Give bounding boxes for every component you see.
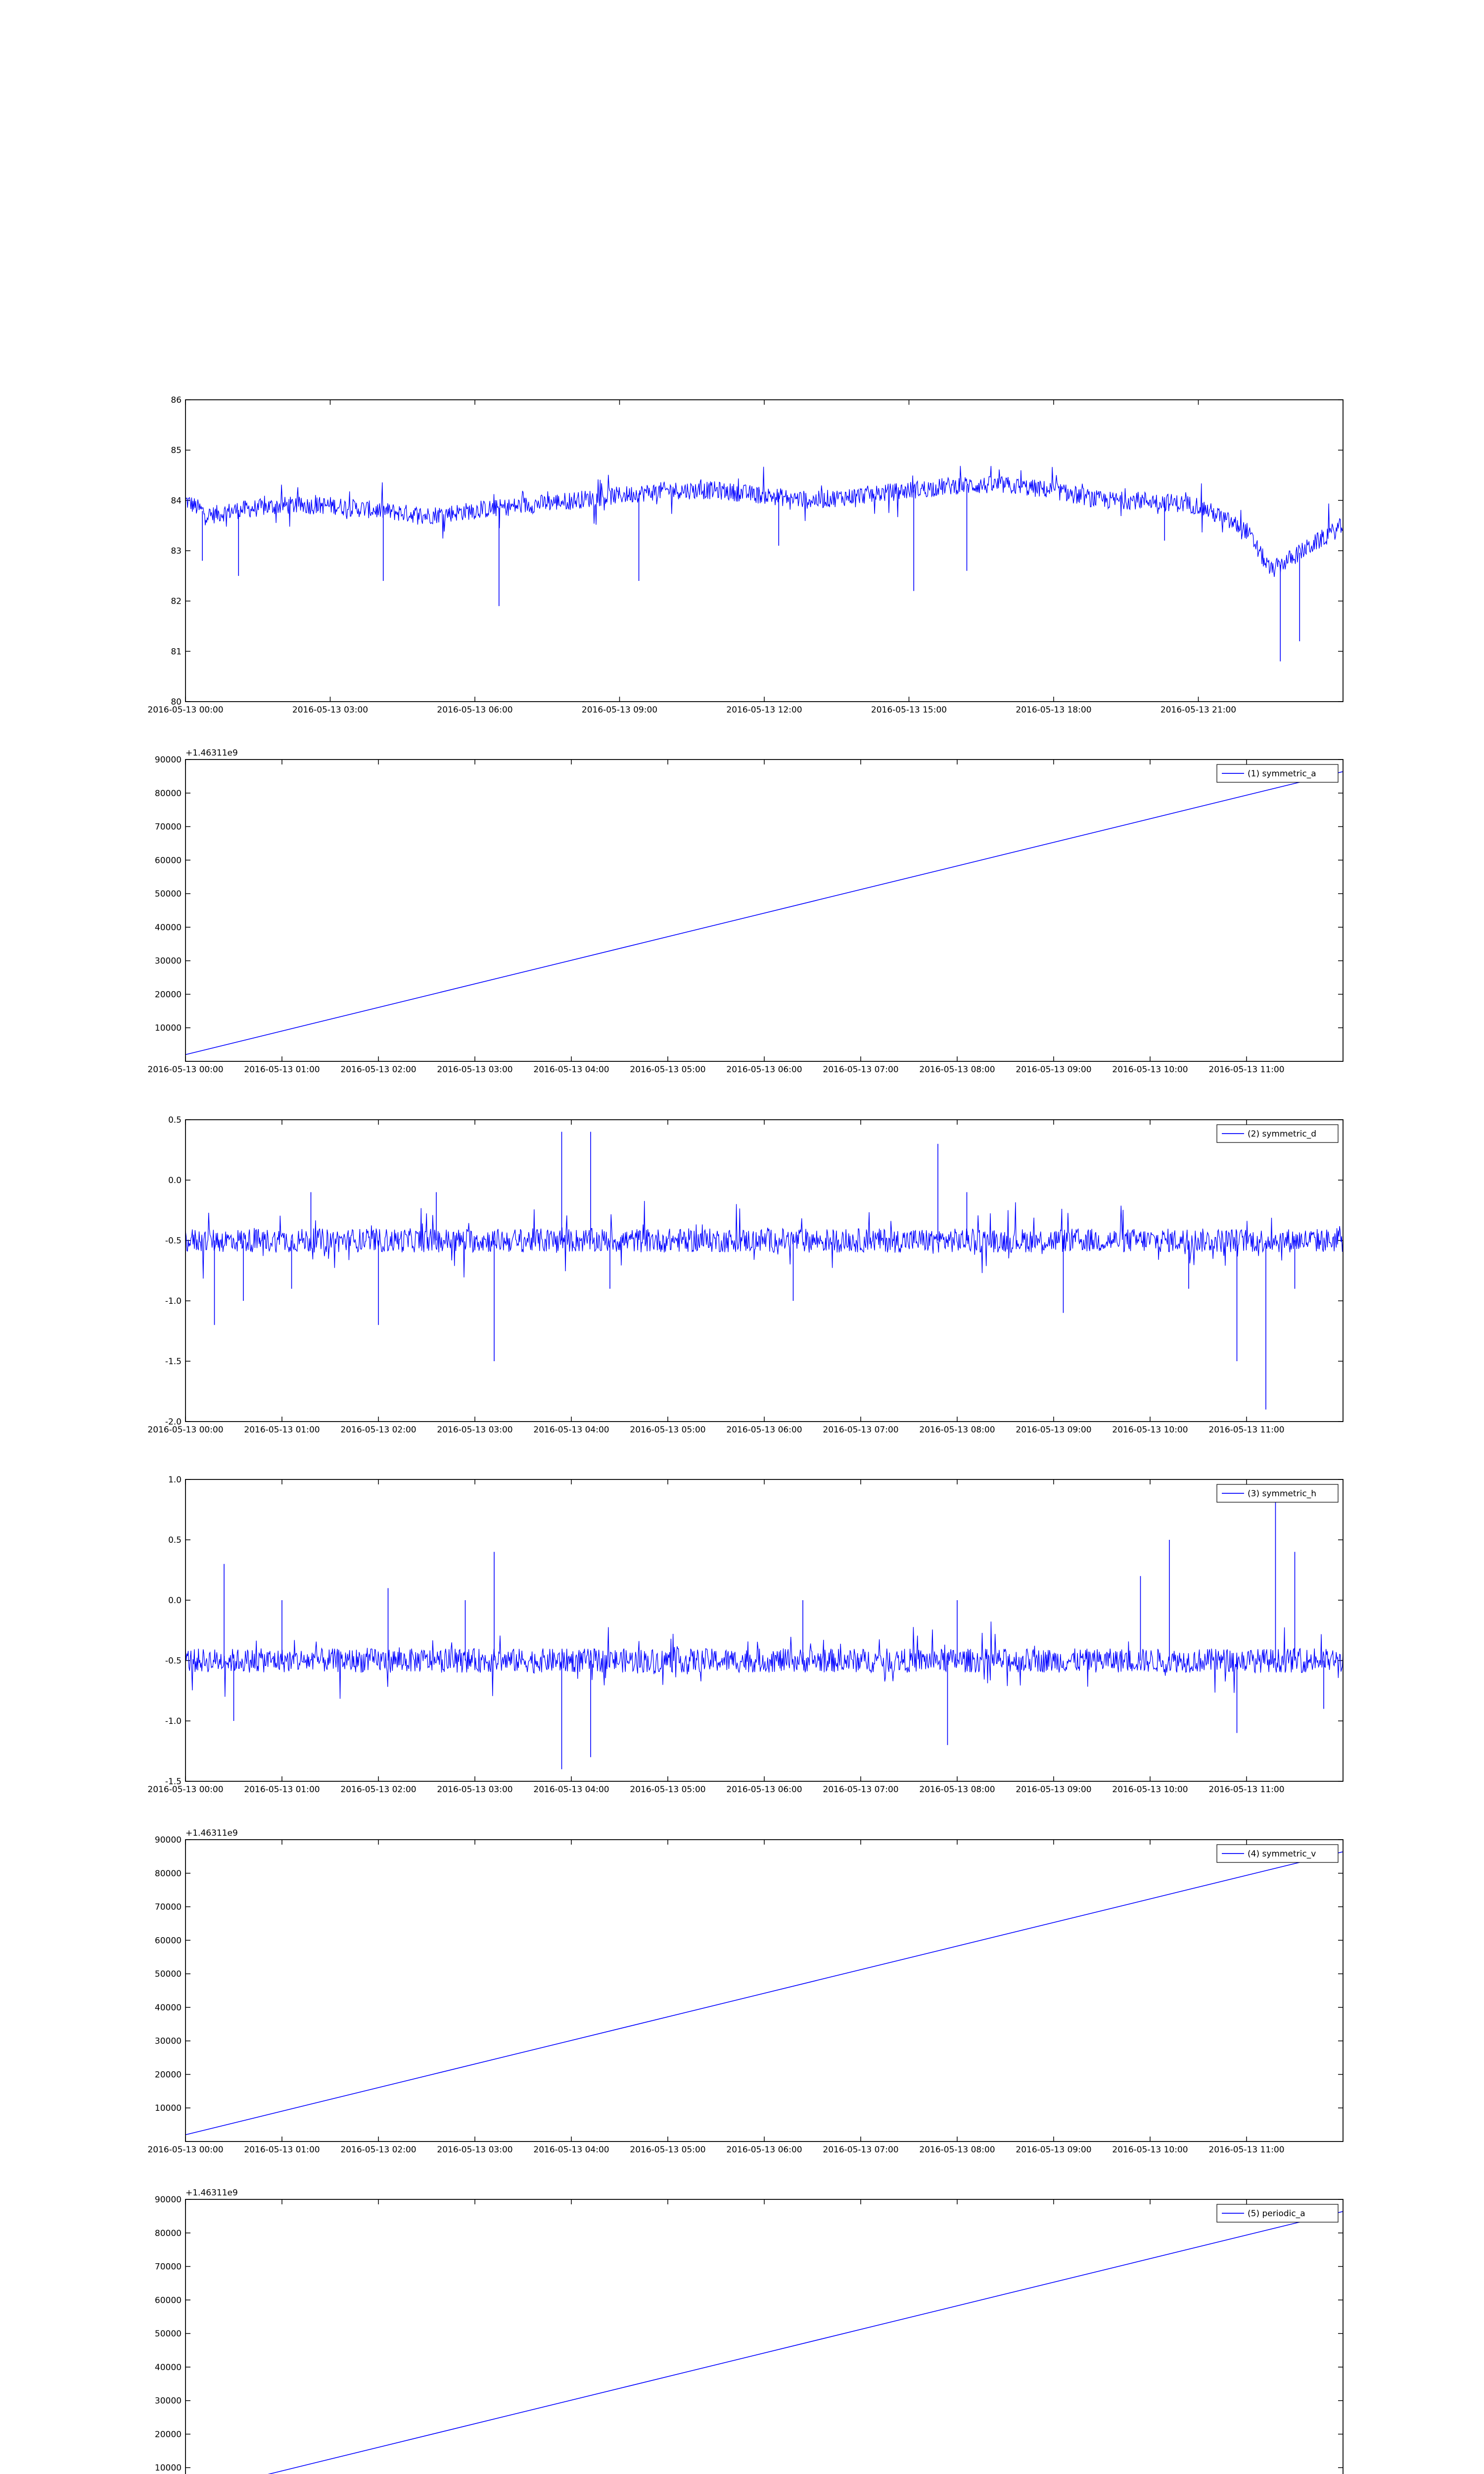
x-tick-label: 2016-05-13 06:00 xyxy=(726,1425,802,1435)
y-tick-label: 83 xyxy=(171,546,182,556)
offset-text: +1.46311e9 xyxy=(186,1828,238,1838)
x-tick-label: 2016-05-13 01:00 xyxy=(244,2145,320,2155)
y-tick-label: 80000 xyxy=(154,2228,182,2238)
x-tick-label: 2016-05-13 11:00 xyxy=(1208,1425,1285,1435)
offset-text: +1.46311e9 xyxy=(186,748,238,758)
legend-label: (3) symmetric_h xyxy=(1248,1489,1316,1499)
y-tick-label: 50000 xyxy=(154,889,182,900)
y-tick-label: -2.0 xyxy=(165,1417,182,1427)
chart-4 xyxy=(147,1475,1343,1795)
x-tick-label: 2016-05-13 10:00 xyxy=(1112,1425,1188,1435)
series-line xyxy=(186,466,1343,577)
x-tick-label: 2016-05-13 02:00 xyxy=(340,1425,417,1435)
legend-label: (4) symmetric_v xyxy=(1248,1849,1316,1859)
x-tick-label: 2016-05-13 08:00 xyxy=(919,1425,995,1435)
x-tick-label: 2016-05-13 08:00 xyxy=(919,1065,995,1075)
x-tick-label: 2016-05-13 07:00 xyxy=(823,1785,899,1795)
x-tick-label: 2016-05-13 08:00 xyxy=(919,2145,995,2155)
y-tick-label: 70000 xyxy=(154,822,182,832)
x-tick-label: 2016-05-13 03:00 xyxy=(437,1785,513,1795)
x-tick-label: 2016-05-13 05:00 xyxy=(630,1065,706,1075)
x-tick-label: 2016-05-13 09:00 xyxy=(1016,1425,1092,1435)
y-tick-label: 20000 xyxy=(154,990,182,1000)
x-tick-label: 2016-05-13 10:00 xyxy=(1112,1065,1188,1075)
x-tick-label: 2016-05-13 01:00 xyxy=(244,1065,320,1075)
x-tick-label: 2016-05-13 06:00 xyxy=(437,705,513,715)
y-tick-label: 10000 xyxy=(154,2463,182,2474)
y-tick-label: 85 xyxy=(171,445,182,456)
x-tick-label: 2016-05-13 10:00 xyxy=(1112,1785,1188,1795)
y-tick-label: 30000 xyxy=(154,956,182,966)
legend-label: (1) symmetric_a xyxy=(1248,769,1316,779)
x-tick-label: 2016-05-13 06:00 xyxy=(726,1785,802,1795)
x-tick-label: 2016-05-13 09:00 xyxy=(1016,1065,1092,1075)
plot-frame xyxy=(186,2199,1343,2474)
series-line xyxy=(186,1852,1343,2135)
y-tick-label: 84 xyxy=(171,496,182,506)
x-tick-label: 2016-05-13 03:00 xyxy=(437,1065,513,1075)
y-tick-label: -1.5 xyxy=(165,1777,182,1787)
y-tick-label: 80 xyxy=(171,697,182,707)
y-tick-label: 90000 xyxy=(154,2195,182,2205)
y-tick-label: 30000 xyxy=(154,2396,182,2406)
x-tick-label: 2016-05-13 06:00 xyxy=(726,2145,802,2155)
chart-2 xyxy=(147,748,1343,1075)
x-tick-label: 2016-05-13 11:00 xyxy=(1208,1065,1285,1075)
y-tick-label: 50000 xyxy=(154,1969,182,1980)
plot-frame xyxy=(186,400,1343,702)
x-tick-label: 2016-05-13 02:00 xyxy=(340,2145,417,2155)
plot-frame xyxy=(186,1120,1343,1422)
y-tick-label: 40000 xyxy=(154,922,182,933)
y-tick-label: 60000 xyxy=(154,1936,182,1946)
x-tick-label: 2016-05-13 04:00 xyxy=(533,1065,609,1075)
y-tick-label: 40000 xyxy=(154,2002,182,2013)
legend xyxy=(1217,764,1338,782)
x-tick-label: 2016-05-13 11:00 xyxy=(1208,2145,1285,2155)
y-tick-label: 50000 xyxy=(154,2329,182,2339)
y-tick-label: 60000 xyxy=(154,856,182,866)
x-tick-label: 2016-05-13 07:00 xyxy=(823,1425,899,1435)
y-tick-label: 90000 xyxy=(154,1835,182,1845)
legend-label: (2) symmetric_d xyxy=(1248,1129,1316,1139)
x-tick-label: 2016-05-13 08:00 xyxy=(919,1785,995,1795)
legend xyxy=(1217,2204,1338,2222)
x-tick-label: 2016-05-13 00:00 xyxy=(147,1065,224,1075)
y-tick-label: 20000 xyxy=(154,2429,182,2440)
y-tick-label: 80000 xyxy=(154,1868,182,1879)
legend-label: (5) periodic_a xyxy=(1248,2209,1305,2219)
chart-6 xyxy=(147,2188,1343,2474)
x-tick-label: 2016-05-13 00:00 xyxy=(147,1785,224,1795)
x-tick-label: 2016-05-13 07:00 xyxy=(823,1065,899,1075)
y-tick-label: -1.5 xyxy=(165,1357,182,1367)
y-tick-label: -0.5 xyxy=(165,1656,182,1666)
x-tick-label: 2016-05-13 03:00 xyxy=(437,2145,513,2155)
legend xyxy=(1217,1125,1338,1142)
y-tick-label: 70000 xyxy=(154,1902,182,1912)
y-tick-label: 90000 xyxy=(154,755,182,765)
y-tick-label: -1.0 xyxy=(165,1296,182,1306)
y-tick-label: 20000 xyxy=(154,2070,182,2080)
x-tick-label: 2016-05-13 00:00 xyxy=(147,705,224,715)
x-tick-label: 2016-05-13 04:00 xyxy=(533,1425,609,1435)
y-tick-label: -0.5 xyxy=(165,1236,182,1246)
y-tick-label: 1.0 xyxy=(168,1475,182,1485)
plot-frame xyxy=(186,760,1343,1061)
y-tick-label: -1.0 xyxy=(165,1716,182,1726)
x-tick-label: 2016-05-13 09:00 xyxy=(1016,1785,1092,1795)
x-tick-label: 2016-05-13 09:00 xyxy=(581,705,658,715)
offset-text: +1.46311e9 xyxy=(186,2188,238,2198)
y-tick-label: 0.0 xyxy=(168,1596,182,1606)
x-tick-label: 2016-05-13 11:00 xyxy=(1208,1785,1285,1795)
y-tick-label: 30000 xyxy=(154,2036,182,2046)
chart-5 xyxy=(147,1828,1343,2155)
x-tick-label: 2016-05-13 03:00 xyxy=(292,705,369,715)
x-tick-label: 2016-05-13 00:00 xyxy=(147,2145,224,2155)
chart-3 xyxy=(147,1115,1343,1435)
y-tick-label: 0.5 xyxy=(168,1535,182,1545)
x-tick-label: 2016-05-13 05:00 xyxy=(630,1425,706,1435)
x-tick-label: 2016-05-13 15:00 xyxy=(871,705,947,715)
series-line xyxy=(186,2211,1343,2474)
y-tick-label: 0.0 xyxy=(168,1176,182,1186)
y-tick-label: 10000 xyxy=(154,2103,182,2114)
y-tick-label: 81 xyxy=(171,647,182,657)
x-tick-label: 2016-05-13 05:00 xyxy=(630,1785,706,1795)
x-tick-label: 2016-05-13 03:00 xyxy=(437,1425,513,1435)
y-tick-label: 60000 xyxy=(154,2295,182,2306)
y-tick-label: 82 xyxy=(171,596,182,607)
y-tick-label: 40000 xyxy=(154,2362,182,2373)
x-tick-label: 2016-05-13 02:00 xyxy=(340,1785,417,1795)
series-line xyxy=(186,771,1343,1054)
legend xyxy=(1217,1484,1338,1502)
y-tick-label: 80000 xyxy=(154,788,182,799)
x-tick-label: 2016-05-13 02:00 xyxy=(340,1065,417,1075)
x-tick-label: 2016-05-13 18:00 xyxy=(1016,705,1092,715)
x-tick-label: 2016-05-13 04:00 xyxy=(533,1785,609,1795)
x-tick-label: 2016-05-13 07:00 xyxy=(823,2145,899,2155)
chart-1 xyxy=(147,395,1343,715)
series-line xyxy=(186,1201,1343,1279)
x-tick-label: 2016-05-13 06:00 xyxy=(726,1065,802,1075)
y-tick-label: 70000 xyxy=(154,2262,182,2272)
y-tick-label: 86 xyxy=(171,395,182,405)
x-tick-label: 2016-05-13 09:00 xyxy=(1016,2145,1092,2155)
y-tick-label: 0.5 xyxy=(168,1115,182,1125)
x-tick-label: 2016-05-13 00:00 xyxy=(147,1425,224,1435)
x-tick-label: 2016-05-13 12:00 xyxy=(726,705,802,715)
plot-frame xyxy=(186,1840,1343,2141)
x-tick-label: 2016-05-13 05:00 xyxy=(630,2145,706,2155)
x-tick-label: 2016-05-13 21:00 xyxy=(1160,705,1237,715)
x-tick-label: 2016-05-13 01:00 xyxy=(244,1425,320,1435)
x-tick-label: 2016-05-13 10:00 xyxy=(1112,2145,1188,2155)
x-tick-label: 2016-05-13 04:00 xyxy=(533,2145,609,2155)
legend xyxy=(1217,1845,1338,1862)
x-tick-label: 2016-05-13 01:00 xyxy=(244,1785,320,1795)
y-tick-label: 10000 xyxy=(154,1023,182,1034)
